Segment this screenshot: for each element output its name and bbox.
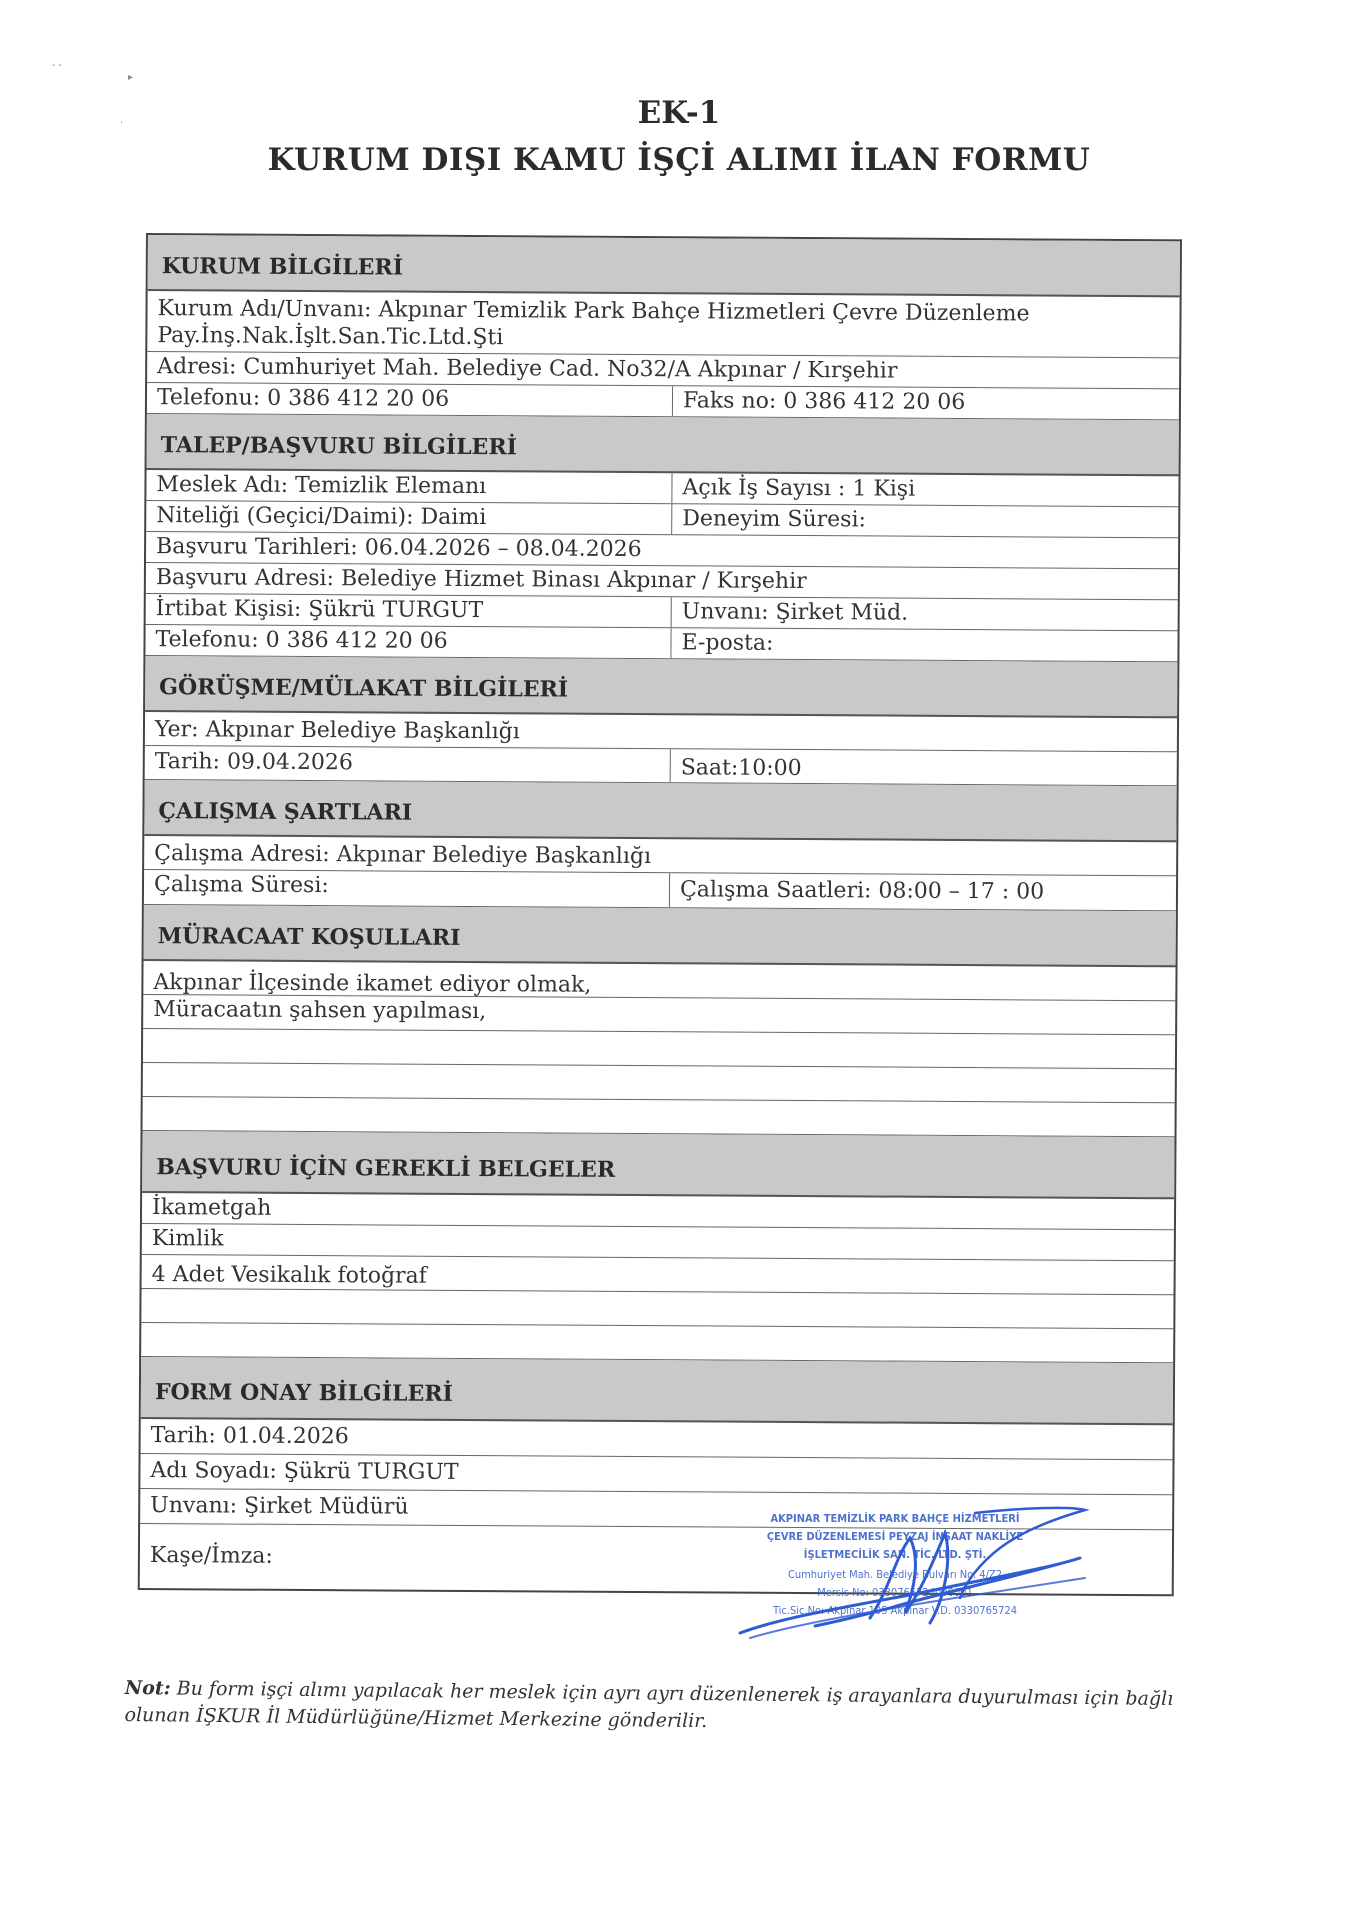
belge-item: 4 Adet Vesikalık fotoğraf: [151, 1262, 427, 1289]
kurum-telefon: Telefonu: 0 386 412 20 06: [147, 383, 673, 416]
belge-item: İkametgah: [151, 1195, 272, 1221]
section-gorusme-mulakat: GÖRÜŞME/MÜLAKAT BİLGİLERİ: [145, 656, 1177, 718]
gorusme-tarih: Tarih: 09.04.2026: [145, 746, 671, 782]
section-muracaat-kosullari: MÜRACAAT KOŞULLARI: [144, 905, 1176, 967]
stamp-line: ÇEVRE DÜZENLEMESİ PEYZAJ İNŞAAT NAKLİYE: [766, 1530, 1024, 1543]
irtibat-kisisi: İrtibat Kişisi: Şükrü TURGUT: [146, 594, 672, 627]
meslek-adi: Meslek Adı: Temizlik Elemanı: [146, 470, 672, 503]
job-posting-form: [138, 233, 1182, 1596]
row-kurum-adi: [147, 291, 1179, 358]
kurum-adres: Adresi: Cumhuriyet Mah. Belediye Cad. No32/A Akpınar / Kırşehir: [157, 354, 898, 384]
irtibat-unvan: Unvanı: Şirket Müd.: [681, 599, 909, 626]
niteligi: Niteliği (Geçici/Daimi): Daimi: [146, 501, 672, 534]
onay-unvan: Unvanı: Şirket Müdürü: [150, 1493, 409, 1520]
stamp-line: AKPINAR TEMİZLİK PARK BAHÇE HİZMETLERİ: [770, 1512, 1020, 1525]
section-kurum-bilgileri: KURUM BİLGİLERİ: [148, 235, 1180, 297]
gorusme-yer: Yer: Akpınar Belediye Başkanlığı: [154, 717, 520, 745]
stamp-line: Cumhuriyet Mah. Belediye Bulvarı No. 4/Z2: [787, 1568, 1003, 1581]
kosul-item: Akpınar İlçesinde ikamet ediyor olmak,: [153, 970, 592, 998]
section-calisma-sartlari: ÇALIŞMA ŞARTLARI: [144, 780, 1176, 842]
irtibat-telefon: Telefonu: 0 386 412 20 06: [145, 625, 671, 658]
basvuru-adresi: Başvuru Adresi: Belediye Hizmet Binası Akpınar / Kırşehir: [155, 565, 807, 595]
note-text: Bu form işçi alımı yapılacak her meslek için ayrı ayrı düzenlenerek iş arayanlara duyurulması için bağlı olunan İŞKUR İl Müdürlüğüne/Hizmet Merkezine gönderilir.: [124, 1677, 1174, 1733]
calisma-suresi: Çalışma Süresi:: [144, 870, 670, 907]
section-gerekli-belgeler: BAŞVURU İÇİN GEREKLİ BELGELER: [142, 1131, 1174, 1199]
signature-icon: [720, 1498, 1100, 1658]
belge-item: Kimlik: [151, 1226, 224, 1252]
onay-adi-soyadi: Adı Soyadı: Şükrü TURGUT: [150, 1458, 459, 1485]
section-talep-basvuru: TALEP/BAŞVURU BİLGİLERİ: [147, 414, 1179, 476]
onay-tarih: Tarih: 01.04.2026: [150, 1423, 349, 1450]
footer-note: [124, 1675, 1175, 1740]
kosul-item: Müracaatın şahsen yapılması,: [153, 997, 487, 1025]
stamp-line: İŞLETMECİLİK SAN. TİC. LTD. ŞTİ.: [803, 1548, 987, 1561]
basvuru-tarihleri: Başvuru Tarihleri: 06.04.2026 – 08.04.2026: [156, 534, 642, 563]
gorusme-saat: Saat:10:00: [680, 755, 802, 782]
kase-imza: Kaşe/İmza:: [149, 1543, 273, 1569]
acik-is-sayisi: Açık İş Sayısı : 1 Kişi: [682, 475, 916, 502]
kurum-faks: Faks no: 0 386 412 20 06: [682, 388, 966, 416]
calisma-adresi: Çalışma Adresi: Akpınar Belediye Başkanlığı: [154, 841, 652, 870]
irtibat-eposta: E-posta:: [681, 630, 774, 656]
calisma-saatleri: Çalışma Saatleri: 08:00 – 17 : 00: [679, 877, 1045, 905]
deneyim-suresi: Deneyim Süresi:: [682, 506, 867, 533]
company-stamp: [720, 1498, 1100, 1658]
section-form-onay: FORM ONAY BİLGİLERİ: [141, 1357, 1173, 1425]
stamp-line: Mersis No: 0330765724000001: [817, 1586, 973, 1599]
stamp-line: Tic.Sic.No: Akpınar 105 Akpınar V.D. 0330765724: [772, 1604, 1018, 1617]
page-title: KURUM DIŞI KAMU İŞÇİ ALIMI İLAN FORMU: [267, 142, 1091, 178]
annex-label: EK-1: [637, 95, 721, 131]
note-label: Not:: [124, 1676, 171, 1700]
kurum-adi: Kurum Adı/Unvanı: Akpınar Temizlik Park Bahçe Hizmetleri Çevre Düzenleme Pay.İnş.Nak.İşlt.San.Tic.Ltd.Şti: [157, 296, 1030, 351]
